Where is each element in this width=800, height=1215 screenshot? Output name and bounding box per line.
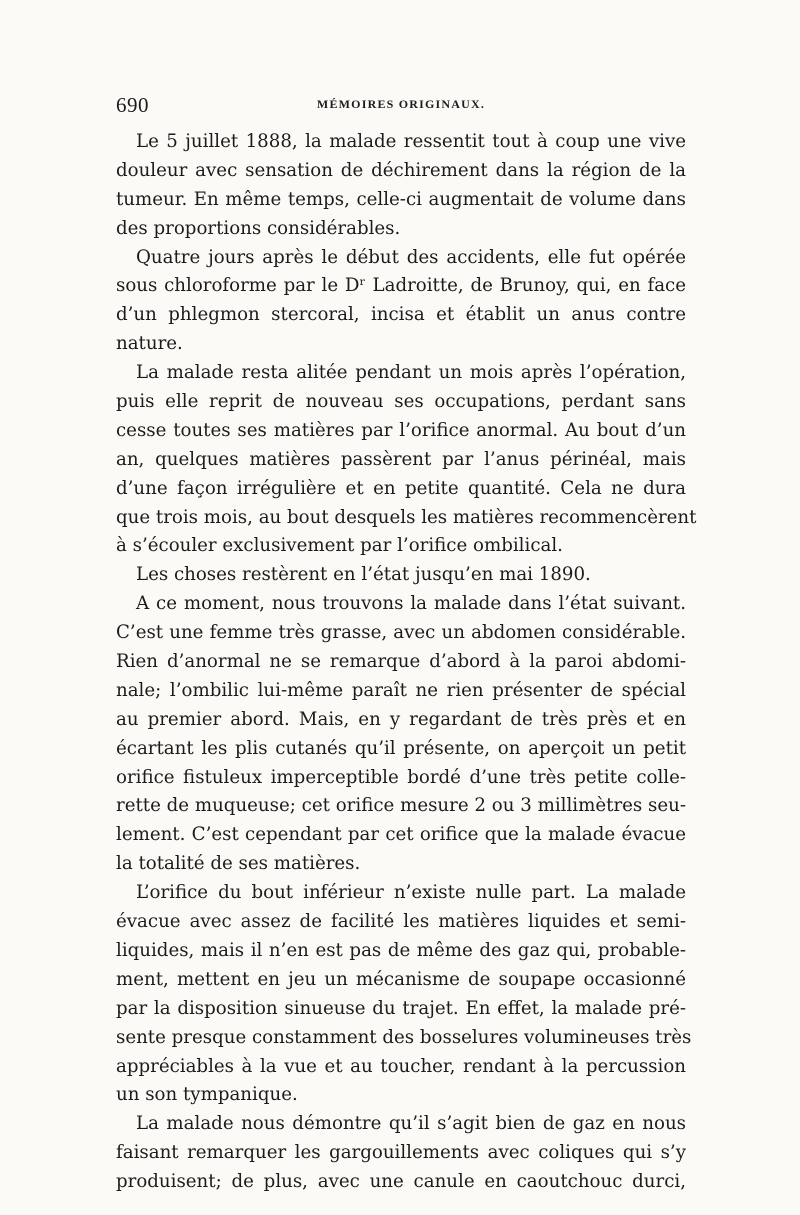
text-line: L’orifice du bout inférieur n’existe nulle part. La malade [136, 882, 686, 904]
paragraph [116, 128, 686, 244]
text-line: sous chloroforme par le Dʳ Ladroitte, de Brunoy, qui, en face [116, 275, 686, 297]
text-line: tumeur. En même temps, celle-ci augmentait de volume dans [116, 188, 686, 210]
text-line: à s’écouler exclusivement par l’orifice ombilical. [116, 535, 563, 557]
running-title: MÉMOIRES ORIGINAUX. [316, 97, 486, 111]
page-header [116, 93, 686, 119]
text-line: appréciables à la vue et au toucher, rendant à la percussion [116, 1055, 686, 1077]
text-line: lement. C’est cependant par cet orifice que la malade évacue [116, 824, 686, 846]
text-line: faisant remarquer les gargouillements avec coliques qui s’y [116, 1142, 686, 1164]
text-line: par la disposition sinueuse du trajet. En effet, la malade pré- [116, 997, 686, 1019]
text-line: La malade resta alitée pendant un mois après l’opération, [136, 362, 686, 384]
text-line: des proportions considérables. [116, 217, 401, 239]
text-line: Les choses restèrent en l’état jusqu’en mai 1890. [136, 564, 591, 586]
text-line: la totalité de ses matières. [116, 853, 361, 875]
text-line: nale; l’ombilic lui-même paraît ne rien présenter de spécial [116, 679, 686, 701]
text-line: évacue avec assez de facilité les matières liquides et semi- [116, 911, 686, 933]
paragraph [116, 359, 697, 561]
paragraph [116, 1110, 686, 1197]
paragraph [116, 879, 692, 1110]
text-line: Quatre jours après le début des accidents, elle fut opérée [136, 246, 686, 268]
text-line: d’un phlegmon stercoral, incisa et établit un anus contre [116, 304, 686, 326]
text-line: C’est une femme très grasse, avec un abdomen considérable. [116, 622, 686, 644]
body-text [116, 128, 697, 1197]
text-line: produisent; de plus, avec une canule en caoutchouc durci, [116, 1171, 686, 1193]
text-line: que trois mois, au bout desquels les matières recommencèrent [116, 506, 697, 528]
text-line: nature. [116, 333, 183, 355]
page-number: 690 [116, 93, 149, 117]
paragraph [116, 561, 686, 590]
text-line: ment, mettent en jeu un mécanisme de soupape occasionné [116, 968, 686, 990]
text-line: écartant les plis cutanés qu’il présente, on aperçoit un petit [116, 737, 686, 759]
text-line: douleur avec sensation de déchirement dans la région de la [116, 159, 686, 181]
text-line: cesse toutes ses matières par l’orifice anormal. Au bout d’un [116, 419, 686, 441]
text-line: Le 5 juillet 1888, la malade ressentit tout à coup une vive [136, 131, 686, 152]
text-line: d’une façon irrégulière et en petite quantité. Cela ne dura [116, 477, 686, 499]
text-line: puis elle reprit de nouveau ses occupations, perdant sans [116, 391, 686, 413]
text-line: La malade nous démontre qu’il s’agit bien de gaz en nous [136, 1113, 686, 1135]
text-line: rette de muqueuse; cet orifice mesure 2 ou 3 millimètres seu- [116, 795, 686, 817]
text-line: an, quelques matières passèrent par l’anus périnéal, mais [116, 448, 686, 470]
text-line: Rien d’anormal ne se remarque d’abord à la paroi abdomi- [116, 651, 686, 673]
text-line: orifice fistuleux imperceptible bordé d’une très petite colle- [116, 766, 686, 788]
text-line: liquides, mais il n’en est pas de même des gaz qui, probable- [116, 939, 686, 961]
text-line: sente presque constamment des bosselures volumineuses très [116, 1026, 692, 1048]
paragraph [116, 244, 686, 360]
paragraph [116, 590, 686, 879]
text-line: au premier abord. Mais, en y regardant de très près et en [116, 708, 686, 730]
text-line: A ce moment, nous trouvons la malade dans l’état suivant. [136, 593, 686, 615]
text-line: un son tympanique. [116, 1084, 298, 1106]
